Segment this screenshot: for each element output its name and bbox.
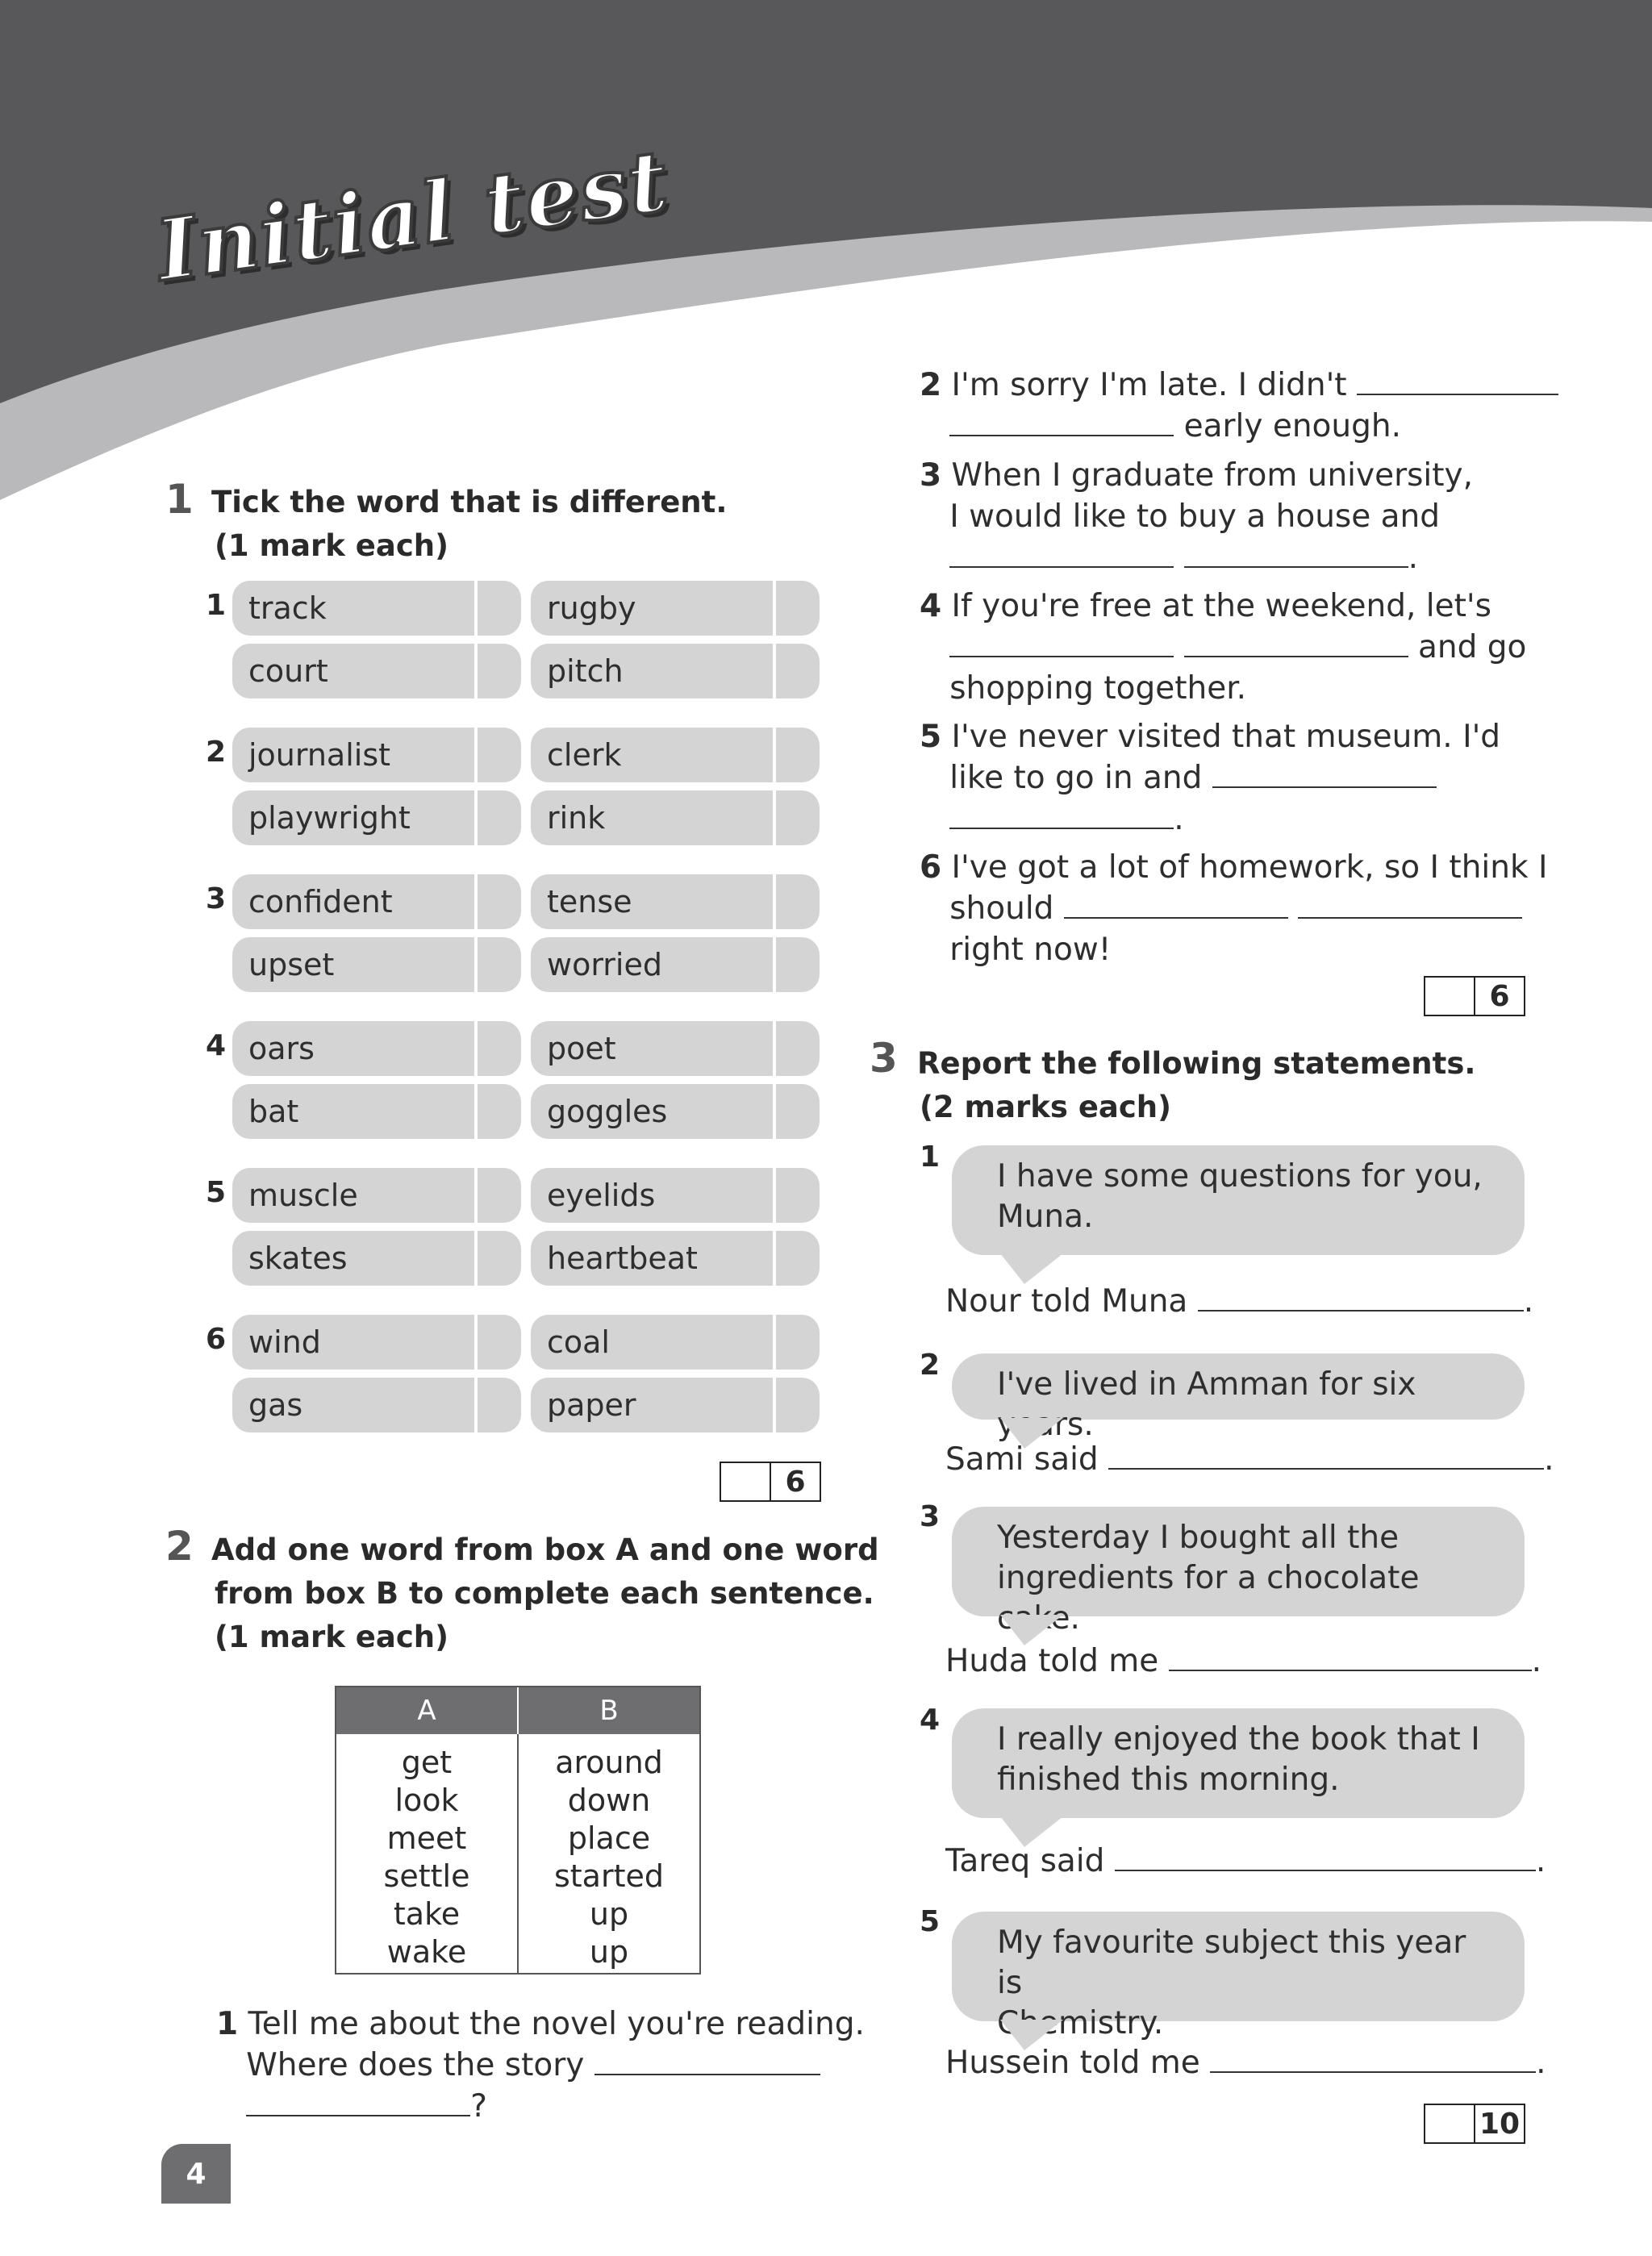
- answer-blank[interactable]: [949, 803, 1174, 829]
- tick-box[interactable]: [773, 728, 820, 782]
- speech-text: Chemistry.: [997, 2005, 1164, 2041]
- instruction-text: to complete each sentence.: [398, 1576, 874, 1611]
- word-option[interactable]: [531, 1084, 820, 1139]
- item-text: When I graduate from university,: [951, 457, 1474, 494]
- exercise-3-number: 3: [870, 1035, 898, 1082]
- page-title: Initial test: [150, 130, 675, 301]
- ex3-answer-2: [945, 1439, 1554, 1480]
- answer-blank[interactable]: [949, 542, 1174, 568]
- tick-box[interactable]: [773, 1168, 820, 1223]
- tick-box[interactable]: [474, 937, 521, 992]
- word-option-label: pitch: [547, 653, 624, 689]
- box-b-word: started: [553, 1858, 664, 1894]
- item-text: I've never visited that museum. I'd: [951, 719, 1501, 755]
- answer-end: .: [1536, 2045, 1546, 2081]
- tick-box[interactable]: [474, 1231, 521, 1286]
- answer-blank[interactable]: [1108, 1444, 1544, 1470]
- word-option-label: heartbeat: [547, 1241, 698, 1276]
- word-option-label: goggles: [547, 1094, 668, 1129]
- answer-blank[interactable]: [1184, 632, 1408, 657]
- word-option[interactable]: [531, 1231, 820, 1286]
- answer-blank[interactable]: [1169, 1645, 1532, 1671]
- tick-box[interactable]: [474, 790, 521, 845]
- word-option[interactable]: [232, 937, 521, 992]
- speech-bubble: [952, 1912, 1525, 2041]
- speech-text: I've lived in Amman for six years.: [997, 1366, 1416, 1443]
- tick-box[interactable]: [773, 937, 820, 992]
- word-option[interactable]: [232, 790, 521, 845]
- box-a-word: look: [394, 1783, 459, 1818]
- speech-text: ingredients for a chocolate cake.: [997, 1560, 1420, 1637]
- word-option-label: oars: [248, 1031, 315, 1066]
- answer-blank[interactable]: [594, 2050, 820, 2075]
- speech-text: I have some questions for you,: [997, 1158, 1483, 1195]
- instruction-text: and one word: [638, 1532, 879, 1567]
- box-b-word: up: [589, 1896, 629, 1932]
- word-option-label: confident: [248, 884, 393, 919]
- word-option-label: skates: [248, 1241, 348, 1276]
- speech-bubble: [952, 1145, 1525, 1255]
- word-option-label: journalist: [248, 737, 391, 773]
- ex3-item-number: 5: [920, 1905, 941, 1938]
- page-number: 4: [161, 2144, 231, 2204]
- tick-box[interactable]: [773, 581, 820, 636]
- answer-blank[interactable]: [1298, 893, 1522, 919]
- word-option-label: gas: [248, 1387, 303, 1423]
- tick-box[interactable]: [474, 874, 521, 929]
- answer-lead: Hussein told me: [945, 2045, 1200, 2081]
- speech-bubble-tail: [1000, 1253, 1063, 1284]
- answer-blank[interactable]: [949, 411, 1174, 436]
- score-blank[interactable]: [1425, 978, 1475, 1015]
- item-number: 3: [920, 457, 942, 494]
- word-option-label: clerk: [547, 737, 622, 773]
- box-a-word: get: [401, 1745, 453, 1780]
- answer-blank[interactable]: [1064, 893, 1288, 919]
- box-a-header: A: [336, 1687, 519, 1734]
- tick-box[interactable]: [773, 1315, 820, 1370]
- ex2-item-4: [920, 586, 1526, 709]
- word-option-label: rink: [547, 800, 606, 836]
- exercise-2-instruction-line2: [215, 1572, 874, 1616]
- word-option[interactable]: [531, 728, 820, 782]
- item-text: early enough.: [1183, 408, 1402, 444]
- exercise-3-instruction: Report the following statements.: [917, 1046, 1476, 1081]
- answer-blank[interactable]: [246, 2091, 470, 2116]
- word-option-label: bat: [248, 1094, 299, 1129]
- tick-box[interactable]: [474, 644, 521, 698]
- answer-blank[interactable]: [1210, 2047, 1536, 2073]
- tick-box[interactable]: [773, 644, 820, 698]
- tick-box[interactable]: [773, 1084, 820, 1139]
- ex3-answer-4: [945, 1841, 1546, 1882]
- exercise-2-marks: (1 mark each): [215, 1620, 449, 1654]
- ex2-item-6: [920, 847, 1547, 970]
- word-option[interactable]: [531, 644, 820, 698]
- box-b-ref: B: [375, 1576, 399, 1611]
- exercise-3-marks: (2 marks each): [920, 1090, 1172, 1124]
- box-b-word: around: [555, 1745, 663, 1780]
- answer-end: .: [1535, 1843, 1546, 1879]
- answer-blank[interactable]: [1115, 1845, 1536, 1871]
- word-option[interactable]: [232, 1315, 521, 1370]
- tick-box[interactable]: [474, 1084, 521, 1139]
- exercise-3-score-box: [1424, 2104, 1525, 2144]
- ex3-item-number: 2: [920, 1349, 941, 1382]
- item-text: like to go in and: [949, 760, 1203, 796]
- speech-bubble: [952, 1353, 1525, 1443]
- item-number: 6: [920, 849, 942, 886]
- item-text: and go: [1418, 629, 1527, 665]
- item-text: Where does the story: [246, 2047, 585, 2083]
- word-option-label: court: [248, 653, 328, 689]
- word-option[interactable]: [232, 1168, 521, 1223]
- answer-lead: Huda told me: [945, 1643, 1159, 1679]
- exercise-2-instruction: [211, 1528, 879, 1572]
- ex3-answer-5: [945, 2042, 1546, 2083]
- box-a-ref: A: [615, 1532, 639, 1567]
- box-a-column: [336, 1734, 519, 1973]
- word-option[interactable]: [232, 581, 521, 636]
- speech-text: finished this morning.: [997, 1762, 1340, 1798]
- speech-bubble: [952, 1507, 1525, 1637]
- speech-text: Muna.: [997, 1199, 1094, 1235]
- ex2-item-5: [920, 716, 1500, 840]
- item-text: I would like to buy a house and: [949, 498, 1440, 535]
- answer-end: .: [1544, 1441, 1554, 1478]
- word-group-number: 3: [206, 882, 227, 915]
- ex2-item-3: [920, 455, 1473, 578]
- box-b-word: down: [567, 1783, 651, 1818]
- word-option[interactable]: [232, 874, 521, 929]
- item-number: 4: [920, 588, 942, 624]
- word-option[interactable]: [531, 1021, 820, 1076]
- instruction-text: from box: [215, 1576, 376, 1611]
- word-group-number: 2: [206, 736, 227, 769]
- tick-box[interactable]: [474, 1021, 521, 1076]
- word-option[interactable]: [531, 790, 820, 845]
- ex2-item-2: [920, 365, 1558, 447]
- score-total: 6: [785, 1465, 806, 1499]
- box-a-word: wake: [386, 1934, 467, 1970]
- answer-end: .: [1531, 1643, 1542, 1679]
- ex3-answer-3: [945, 1641, 1541, 1682]
- item-text: If you're free at the weekend, let's: [951, 588, 1491, 624]
- speech-text: Yesterday I bought all the: [997, 1520, 1400, 1556]
- item-text: shopping together.: [949, 670, 1247, 707]
- word-option-label: coal: [547, 1324, 610, 1360]
- ex3-answer-1: [945, 1281, 1533, 1322]
- word-option[interactable]: [531, 1168, 820, 1223]
- word-option-label: rugby: [547, 590, 636, 626]
- word-group-number: 4: [206, 1029, 227, 1062]
- word-option[interactable]: [531, 1378, 820, 1432]
- word-option[interactable]: [232, 728, 521, 782]
- answer-blank[interactable]: [1212, 762, 1437, 788]
- answer-blank[interactable]: [1198, 1286, 1524, 1311]
- tick-box[interactable]: [773, 1378, 820, 1432]
- speech-text: I really enjoyed the book that I: [997, 1721, 1480, 1758]
- item-text: I've got a lot of homework, so I think I: [951, 849, 1548, 886]
- word-option[interactable]: [531, 937, 820, 992]
- score-total: 10: [1479, 2107, 1521, 2141]
- word-option-label: paper: [547, 1387, 636, 1423]
- score-blank[interactable]: [721, 1463, 771, 1500]
- box-b-column: [519, 1734, 699, 1973]
- box-b-header: B: [599, 1695, 619, 1727]
- answer-lead: Sami said: [945, 1441, 1099, 1478]
- score-total: 6: [1489, 979, 1510, 1013]
- item-end: .: [1174, 801, 1184, 837]
- word-option-label: eyelids: [547, 1178, 656, 1213]
- item-number: 5: [920, 719, 942, 755]
- ex2-item-1: [216, 2004, 865, 2127]
- tick-box[interactable]: [474, 1168, 521, 1223]
- exercise-1-score-box: [720, 1462, 821, 1502]
- tick-box[interactable]: [773, 874, 820, 929]
- word-option-label: upset: [248, 947, 335, 982]
- word-option[interactable]: [232, 1378, 521, 1432]
- item-text: Tell me about the novel you're reading.: [248, 2006, 865, 2042]
- word-option[interactable]: [232, 644, 521, 698]
- box-a-word: meet: [386, 1820, 467, 1856]
- item-number: 1: [216, 2006, 239, 2042]
- item-text: I'm sorry I'm late. I didn't: [951, 367, 1347, 403]
- answer-blank[interactable]: [1357, 369, 1558, 395]
- exercise-2-score-box: [1424, 976, 1525, 1016]
- word-option-label: poet: [547, 1031, 616, 1066]
- exercise-1-marks: (1 mark each): [215, 528, 449, 563]
- tick-box[interactable]: [474, 1378, 521, 1432]
- word-option[interactable]: [232, 1084, 521, 1139]
- word-option[interactable]: [531, 874, 820, 929]
- word-option-label: tense: [547, 884, 632, 919]
- word-box-table: [335, 1686, 701, 1975]
- tick-box[interactable]: [773, 790, 820, 845]
- answer-lead: Tareq said: [945, 1843, 1105, 1879]
- item-text: should: [949, 890, 1054, 927]
- instruction-text: Add one word from box: [211, 1532, 616, 1567]
- word-option-label: worried: [547, 947, 662, 982]
- word-group-number: 6: [206, 1323, 227, 1356]
- word-option-label: playwright: [248, 800, 411, 836]
- word-group-number: 5: [206, 1176, 227, 1209]
- tick-box[interactable]: [474, 581, 521, 636]
- speech-text: My favourite subject this year is: [997, 1924, 1466, 2001]
- box-a-word: take: [393, 1896, 461, 1932]
- score-blank[interactable]: [1425, 2105, 1475, 2142]
- word-option-label: track: [248, 590, 327, 626]
- answer-blank[interactable]: [1184, 542, 1408, 568]
- word-option-label: muscle: [248, 1178, 358, 1213]
- exercise-2-number: 2: [165, 1523, 194, 1570]
- answer-blank[interactable]: [949, 632, 1174, 657]
- box-b-word: up: [589, 1934, 629, 1970]
- word-option-label: wind: [248, 1324, 321, 1360]
- item-number: 2: [920, 367, 942, 403]
- tick-box[interactable]: [773, 1231, 820, 1286]
- ex3-item-number: 4: [920, 1703, 941, 1737]
- exercise-1-number: 1: [165, 476, 194, 523]
- box-a-word: settle: [383, 1858, 470, 1894]
- answer-end: .: [1523, 1283, 1534, 1320]
- item-end: ?: [470, 2088, 487, 2125]
- box-b-word: place: [567, 1820, 651, 1856]
- tick-box[interactable]: [474, 728, 521, 782]
- item-text: right now!: [949, 932, 1112, 968]
- word-option[interactable]: [232, 1021, 521, 1076]
- answer-lead: Nour told Muna: [945, 1283, 1188, 1320]
- item-end: .: [1408, 540, 1419, 576]
- ex3-item-number: 1: [920, 1141, 941, 1174]
- word-option[interactable]: [531, 581, 820, 636]
- exercise-1-instruction: Tick the word that is different.: [211, 485, 728, 519]
- ex3-item-number: 3: [920, 1500, 941, 1533]
- tick-box[interactable]: [773, 1021, 820, 1076]
- tick-box[interactable]: [474, 1315, 521, 1370]
- word-option[interactable]: [531, 1315, 820, 1370]
- speech-bubble: [952, 1708, 1525, 1818]
- word-option[interactable]: [232, 1231, 521, 1286]
- word-group-number: 1: [206, 589, 227, 622]
